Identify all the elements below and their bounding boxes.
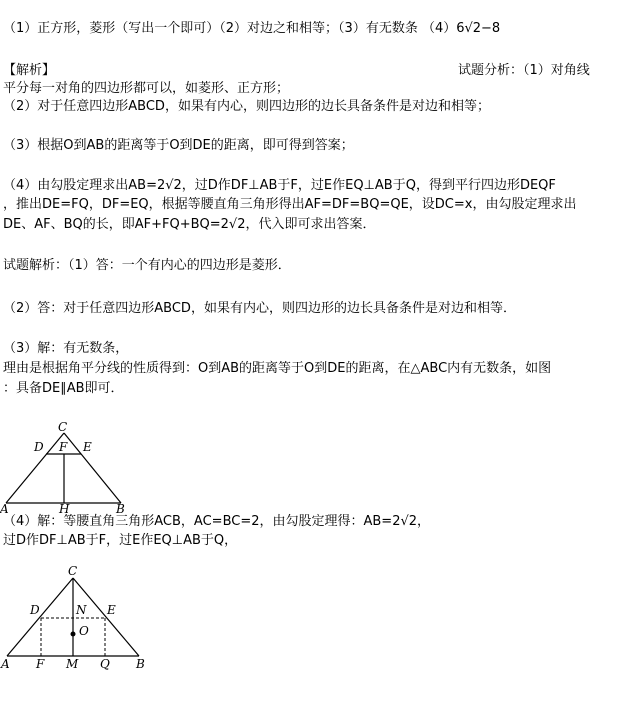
fig2-label-o: O	[79, 624, 89, 638]
analysis-line-4: （4）由勾股定理求出AB=2√2，过D作DF⊥AB于F，过E作EQ⊥AB于Q，得到平行四边形DEQF	[3, 178, 556, 193]
solution-part-1: 试题解析：（1）答：一个有内心的四边形是菱形．	[3, 258, 291, 273]
solution-part-3-a: （3）解：有无数条，	[3, 341, 129, 356]
fig2-label-b: B	[136, 657, 145, 671]
solution-part-4-b: 过D作DF⊥AB于F，过E作EQ⊥AB于Q，	[3, 533, 238, 548]
fig2-label-m: M	[66, 657, 79, 671]
fig1-label-a: A	[0, 502, 9, 515]
fig2-label-d: D	[30, 603, 40, 617]
figure-1	[0, 420, 140, 515]
fig1-label-f: F	[59, 440, 68, 454]
fig1-label-d: D	[34, 440, 44, 454]
fig2-label-q: Q	[100, 657, 110, 671]
fig1-label-e: E	[83, 440, 92, 454]
fig1-label-c: C	[58, 420, 68, 434]
fig1-label-h: H	[59, 502, 70, 515]
fig2-label-f: F	[36, 657, 45, 671]
analysis-line-5: ，推出DE=FQ，DF=EQ，根据等腰直角三角形得出AF=DF=BQ=QE，设DC=x，由勾股定理求出	[3, 197, 577, 212]
solution-part-3-c: ：具备DE∥AB即可．	[3, 381, 124, 396]
fig2-label-e: E	[107, 603, 116, 617]
solution-part-4-a: （4）解：等腰直角三角形ACB，AC=BC=2，由勾股定理得：AB=2√2，	[3, 514, 431, 529]
analysis-label: 试题分析：（1）对角线	[458, 63, 590, 78]
fig2-side-ac	[7, 578, 73, 656]
fig1-side-bc	[64, 433, 121, 503]
analysis-line-1: 平分每一对角的四边形都可以，如菱形、正方形；	[3, 81, 290, 96]
fig1-label-b: B	[116, 502, 125, 515]
figure-2	[0, 562, 160, 674]
analysis-line-3: （3）根据O到AB的距离等于O到DE的距离，即可得到答案；	[3, 138, 354, 153]
analysis-line-6: DE、AF、BQ的长，即AF+FQ+BQ=2√2，代入即可求出答案．	[3, 217, 376, 232]
fig2-label-n: N	[76, 603, 87, 617]
fig2-label-a: A	[1, 657, 10, 671]
fig2-side-bc	[73, 578, 139, 656]
analysis-heading: 【解析】	[3, 63, 56, 78]
solution-part-2: （2）答：对于任意四边形ABCD，如果有内心，则四边形的边长具备条件是对边和相等．	[3, 301, 516, 316]
fig2-point-o	[71, 632, 76, 637]
answer-line: （1）正方形，菱形（写出一个即可）（2）对边之和相等；（3）有无数条 （4）6√2−8	[3, 21, 501, 36]
fig2-label-c: C	[68, 564, 78, 578]
analysis-line-2: （2）对于任意四边形ABCD，如果有内心，则四边形的边长具备条件是对边和相等；	[3, 99, 490, 114]
solution-part-3-b: 理由是根据角平分线的性质得到：O到AB的距离等于O到DE的距离，在△ABC内有无数条，如图	[3, 361, 552, 376]
